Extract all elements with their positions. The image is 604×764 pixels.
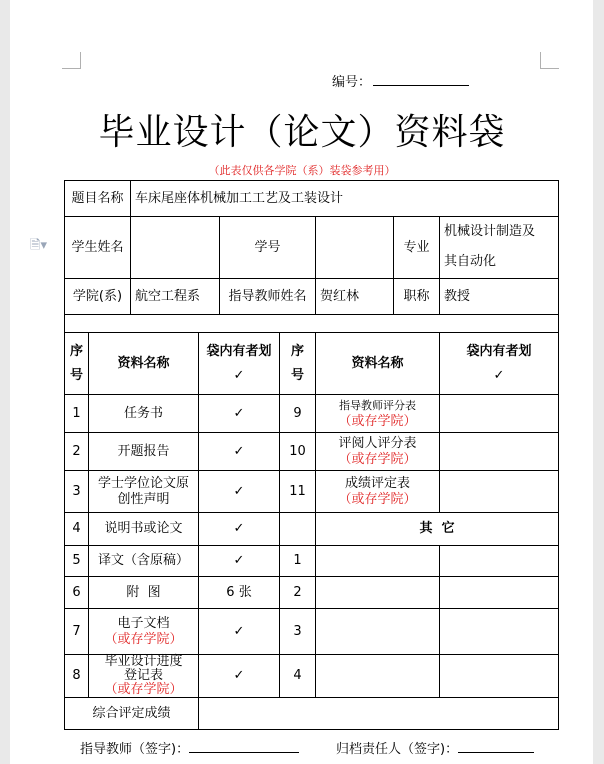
row-6-no: 6	[64, 576, 89, 609]
row-10-name	[315, 432, 440, 471]
name-header-right: 资料名称	[315, 332, 440, 395]
student-id-label: 学号	[219, 216, 316, 279]
other-2-name	[315, 576, 440, 609]
row-9-name	[315, 394, 440, 433]
major-value-line-1: 机械设计制造及	[444, 224, 536, 239]
row-5-name: 译文（含原稿）	[88, 545, 199, 577]
row-4-right-no	[279, 512, 316, 546]
others-header: 其 它	[315, 512, 559, 546]
advisor-signature-label: 指导教师（签字)：	[80, 742, 190, 757]
serial-input-line	[373, 74, 469, 86]
serial-label: 编号：	[332, 75, 372, 90]
topic-value: 车床尾座体机械加工工艺及工装设计	[130, 180, 559, 217]
row-1-no: 1	[64, 394, 89, 433]
advisor-label: 指导教师姓名	[219, 278, 316, 315]
archivist-signature-label: 归档责任人（签字)：	[336, 742, 459, 757]
summary-label: 综合评定成绩	[64, 697, 199, 730]
row-8-name-line-1: 毕业设计进度	[104, 654, 183, 669]
student-name-label: 学生姓名	[64, 216, 131, 279]
row-3-name-line-2: 创性声明	[117, 491, 170, 507]
row-3-name-line-1: 学士学位论文原	[97, 475, 189, 491]
page-title: 毕业设计（论文）资料袋	[98, 112, 506, 153]
seq-header-left-1: 序	[69, 343, 83, 359]
row-3-name	[88, 470, 199, 513]
row-6-mark: 6 张	[198, 576, 280, 609]
spacer-row	[64, 314, 559, 333]
row-10-note: （或存学院）	[338, 451, 417, 467]
row-8-note: （或存学院）	[104, 682, 183, 697]
row-11-no: 11	[279, 470, 316, 513]
row-7-name-text: 电子文档	[117, 615, 170, 631]
row-9-note: （或存学院）	[338, 413, 417, 429]
row-6-name: 附 图	[88, 576, 199, 609]
major-value	[439, 216, 559, 279]
row-3-no: 3	[64, 470, 89, 513]
row-9-no: 9	[279, 394, 316, 433]
major-label: 专业	[393, 216, 440, 279]
row-4-mark: ✓	[198, 512, 280, 546]
row-11-note: （或存学院）	[338, 491, 417, 507]
serial-number	[332, 71, 469, 90]
archivist-signature-line	[458, 740, 534, 753]
other-1-no: 1	[279, 545, 316, 577]
document-icon[interactable]: 🗎▾	[30, 238, 47, 253]
row-5-no: 5	[64, 545, 89, 577]
student-name-value	[130, 216, 220, 279]
row-11-name-text: 成绩评定表	[344, 475, 410, 491]
other-3-no: 3	[279, 608, 316, 655]
row-10-mark	[439, 432, 559, 471]
row-1-mark: ✓	[198, 394, 280, 433]
row-8-name	[88, 654, 199, 698]
other-4-name	[315, 654, 440, 698]
title-value: 教授	[439, 278, 559, 315]
seq-header-right-1: 序	[290, 343, 304, 359]
other-1-name	[315, 545, 440, 577]
seq-header-left	[64, 332, 89, 395]
row-1-name: 任务书	[88, 394, 199, 433]
row-7-note: （或存学院）	[104, 631, 183, 647]
title-label: 职称	[393, 278, 440, 315]
other-3-mark	[439, 608, 559, 655]
corner-mark-top-left	[62, 52, 81, 69]
row-7-mark: ✓	[198, 608, 280, 655]
row-8-name-line-2: 登记表	[123, 668, 163, 683]
check-header-right	[439, 332, 559, 395]
row-11-name	[315, 470, 440, 513]
topic-label: 题目名称	[64, 180, 131, 217]
row-9-mark	[439, 394, 559, 433]
other-3-name	[315, 608, 440, 655]
summary-value	[198, 697, 559, 730]
corner-mark-top-right	[540, 52, 559, 69]
row-10-no: 10	[279, 432, 316, 471]
check-header-right-mark: ✓	[493, 367, 505, 383]
seq-header-left-2: 号	[69, 367, 83, 383]
advisor-signature	[80, 738, 299, 757]
college-value: 航空工程系	[130, 278, 220, 315]
row-7-no: 7	[64, 608, 89, 655]
college-label: 学院(系)	[64, 278, 131, 315]
row-7-name	[88, 608, 199, 655]
major-value-line-2: 其自动化	[444, 254, 497, 269]
row-2-no: 2	[64, 432, 89, 471]
row-3-mark: ✓	[198, 470, 280, 513]
row-10-name-text: 评阅人评分表	[338, 435, 417, 451]
page-subtitle: （此表仅供各学院（系）装袋参考用）	[208, 164, 396, 177]
row-5-mark: ✓	[198, 545, 280, 577]
archivist-signature	[336, 738, 534, 757]
row-2-mark: ✓	[198, 432, 280, 471]
other-2-no: 2	[279, 576, 316, 609]
check-header-right-text: 袋内有者划	[466, 343, 532, 359]
check-header-left-text: 袋内有者划	[206, 343, 272, 359]
other-1-mark	[439, 545, 559, 577]
name-header-left: 资料名称	[88, 332, 199, 395]
advisor-signature-line	[189, 740, 299, 753]
check-header-left	[198, 332, 280, 395]
seq-header-right	[279, 332, 316, 395]
row-2-name: 开题报告	[88, 432, 199, 471]
row-8-no: 8	[64, 654, 89, 698]
other-2-mark	[439, 576, 559, 609]
other-4-mark	[439, 654, 559, 698]
student-id-value	[315, 216, 394, 279]
advisor-value: 贺红林	[315, 278, 394, 315]
row-4-no: 4	[64, 512, 89, 546]
check-header-left-mark: ✓	[233, 367, 245, 383]
row-9-name-text: 指导教师评分表	[339, 398, 416, 412]
row-8-mark: ✓	[198, 654, 280, 698]
row-4-name: 说明书或论文	[88, 512, 199, 546]
seq-header-right-2: 号	[290, 367, 304, 383]
row-11-mark	[439, 470, 559, 513]
other-4-no: 4	[279, 654, 316, 698]
